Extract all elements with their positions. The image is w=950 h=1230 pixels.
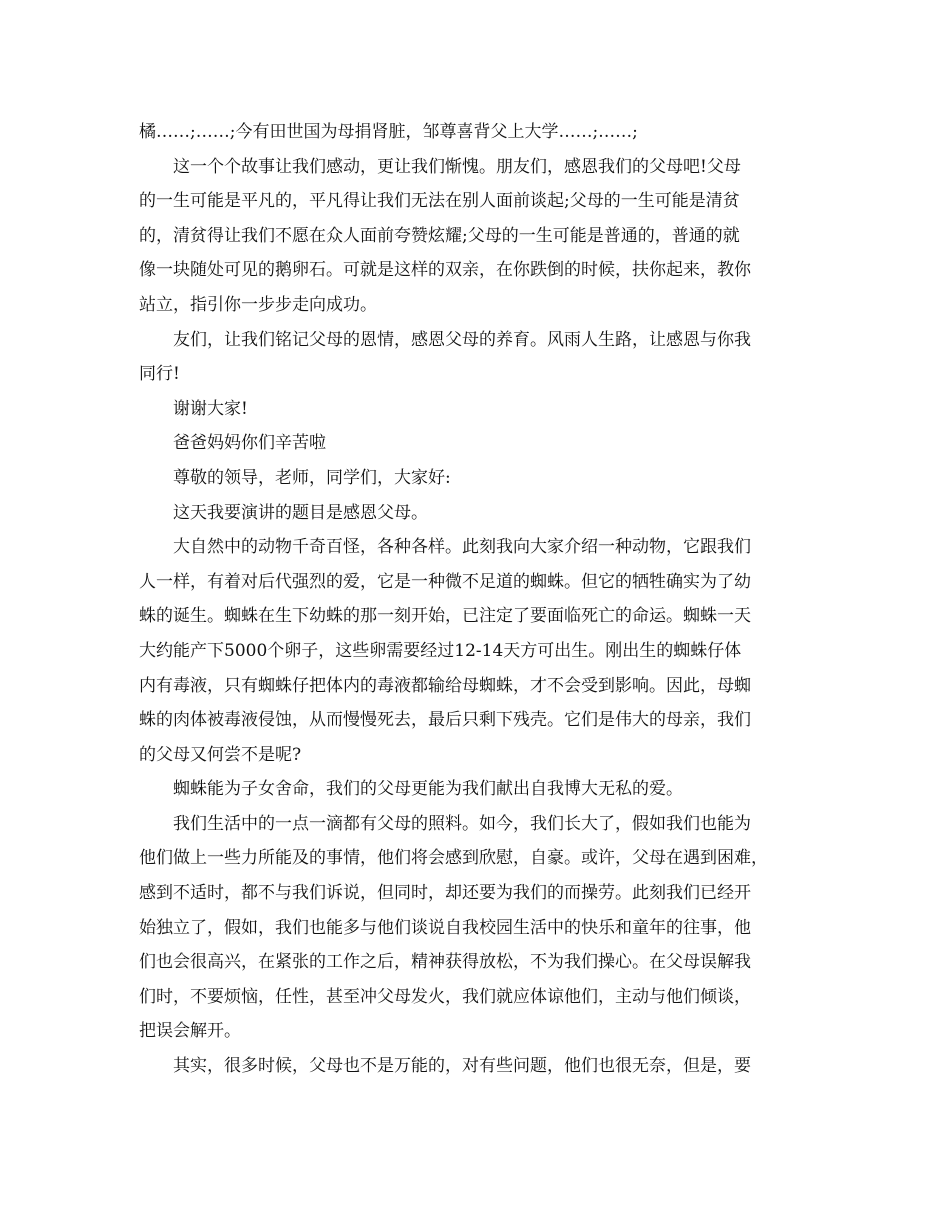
text-line: 友们，让我们铭记父母的恩情，感恩父母的养育。风雨人生路，让感恩与你我 xyxy=(173,329,751,350)
text-line: 蛛的肉体被毒液侵蚀，从而慢慢死去，最后只剩下残壳。它们是伟大的母亲，我们 xyxy=(139,710,751,731)
body-text xyxy=(139,115,819,1084)
text-line: 们也会很高兴，在紧张的工作之后，精神获得放松，不为我们操心。在父母误解我 xyxy=(139,952,751,973)
text-line: 们时，不要烦恼，任性，甚至冲父母发火，我们就应体谅他们，主动与他们倾谈， xyxy=(139,986,751,1007)
text-line: 我们生活中的一点一滴都有父母的照料。如今，我们长大了，假如我们也能为 xyxy=(173,813,751,834)
text-line: 他们做上一些力所能及的事情，他们将会感到欣慰，自豪。或许，父母在遇到困难， xyxy=(139,848,768,869)
text-line: 这一个个故事让我们感动，更让我们惭愧。朋友们，感恩我们的父母吧!父母 xyxy=(173,156,741,177)
text-line: 其实，很多时候，父母也不是万能的，对有些问题，他们也很无奈，但是，要 xyxy=(173,1056,751,1077)
text-line: 感到不适时，都不与我们诉说，但同时，却还要为我们的而操劳。此刻我们已经开 xyxy=(139,883,751,904)
text-line: 爸爸妈妈你们辛苦啦 xyxy=(173,433,326,454)
text-line: 的一生可能是平凡的，平凡得让我们无法在别人面前谈起;父母的一生可能是清贫 xyxy=(139,191,740,212)
text-line: 像一块随处可见的鹅卵石。可就是这样的双亲，在你跌倒的时候，扶你起来，教你 xyxy=(139,260,751,281)
text-line: 始独立了，假如，我们也能多与他们谈说自我校园生活中的快乐和童年的往事，他 xyxy=(139,917,751,938)
text-line: 内有毒液，只有蜘蛛仔把体内的毒液都输给母蜘蛛，才不会受到影响。因此，母蜘 xyxy=(139,675,751,696)
text-line: 谢谢大家! xyxy=(173,398,248,419)
text-line: 蛛的诞生。蜘蛛在生下幼蛛的那一刻开始，已注定了要面临死亡的命运。蜘蛛一天 xyxy=(139,606,751,627)
text-line: 的父母又何尝不是呢? xyxy=(139,744,302,765)
text-line: 人一样，有着对后代强烈的爱，它是一种微不足道的蜘蛛。但它的牺牲确实为了幼 xyxy=(139,571,751,592)
text-line: 尊敬的领导，老师，同学们，大家好: xyxy=(173,467,451,488)
text-line: 大约能产下5000个卵子，这些卵需要经过12-14天方可出生。刚出生的蜘蛛仔体 xyxy=(139,640,742,661)
text-line: 把误会解开。 xyxy=(139,1021,241,1042)
text-line: 蜘蛛能为子女舍命，我们的父母更能为我们献出自我博大无私的爱。 xyxy=(173,779,683,800)
text-line: 站立，指引你一步步走向成功。 xyxy=(139,294,377,315)
text-line: 这天我要演讲的题目是感恩父母。 xyxy=(173,502,428,523)
text-line: 橘……;……;今有田世国为母捐肾脏，邹尊喜背父上大学……;……; xyxy=(139,122,638,142)
text-line: 的，清贫得让我们不愿在众人面前夸赞炫耀;父母的一生可能是普通的，普通的就 xyxy=(139,225,740,246)
text-line: 大自然中的动物千奇百怪，各种各样。此刻我向大家介绍一种动物，它跟我们 xyxy=(173,537,751,558)
text-line: 同行! xyxy=(139,364,180,385)
